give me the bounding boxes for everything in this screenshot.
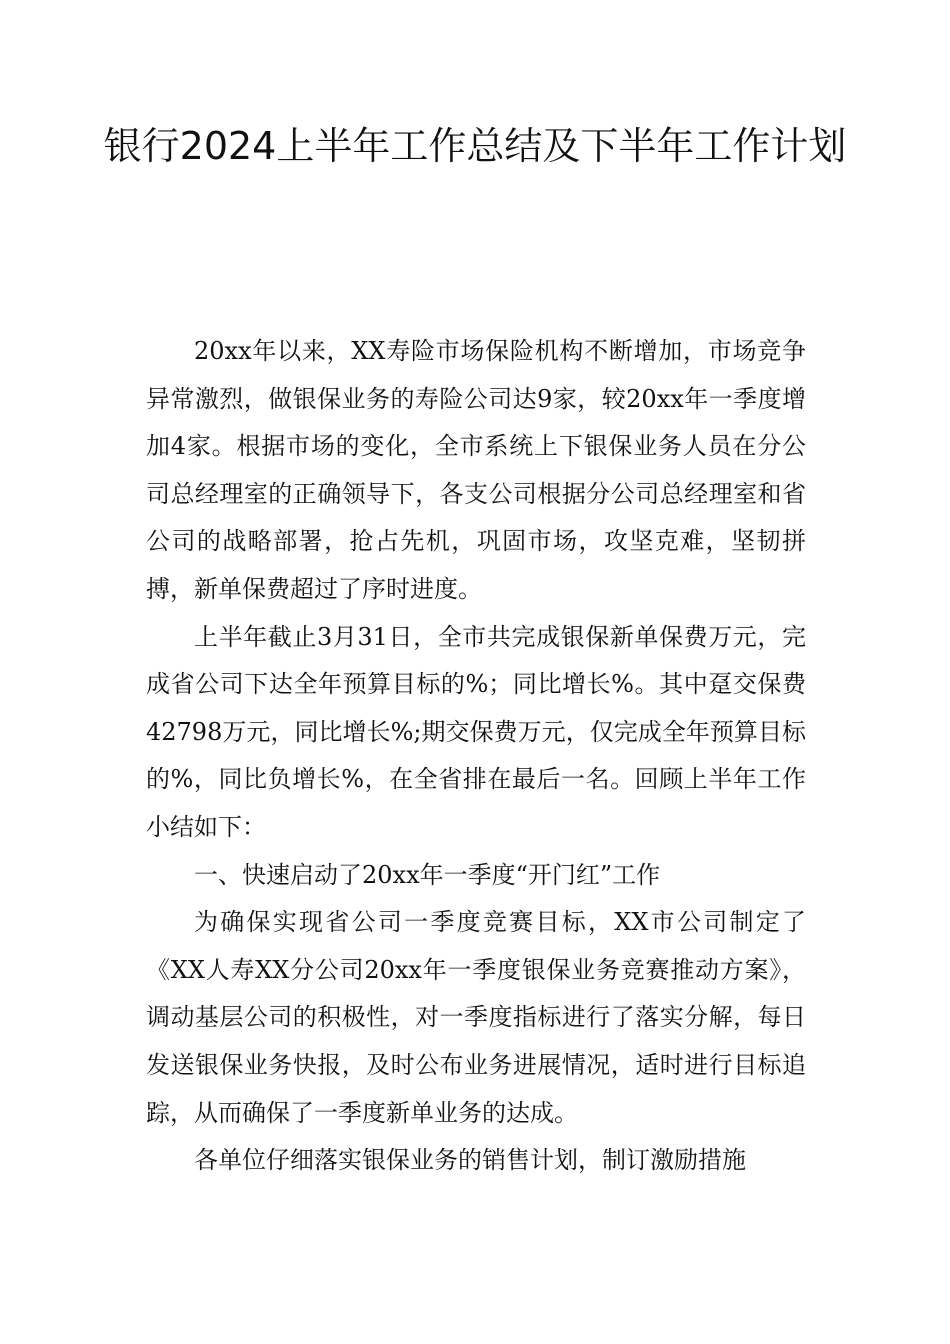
section-heading-1: 一、快速启动了20xx年一季度“开门红”工作 [194, 860, 661, 889]
document-body [146, 328, 806, 1185]
paragraph-4: 各单位仔细落实银保业务的销售计划，制订激励措施 [194, 1146, 746, 1175]
paragraph-3: 为确保实现省公司一季度竞赛目标，XX市公司制定了《XX人寿XX分公司20xx年一季度银保业务竞赛推动方案》，调动基层公司的积极性，对一季度指标进行了落实分解，每日发送银保业务快报，及时公布业务进展情况，适时进行目标追踪，从而确保了一季度新单业务的达成。 [146, 908, 806, 1127]
paragraph-2: 上半年截止3月31日，全市共完成银保新单保费万元，完成省公司下达全年预算目标的%；同比增长%。其中趸交保费42798万元，同比增长%;期交保费万元，仅完成全年预算目标的%，同比负增长%，在全省排在最后一名。回顾上半年工作小结如下： [146, 622, 806, 841]
paragraph-1: 20xx年以来，XX寿险市场保险机构不断增加，市场竞争异常激烈，做银保业务的寿险公司达9家，较20xx年一季度增加4家。根据市场的变化，全市系统上下银保业务人员在分公司总经理室的正确领导下，各支公司根据分公司总经理室和省公司的战略部署，抢占先机，巩固市场，攻坚克难，坚韧拼搏，新单保费超过了序时进度。 [146, 337, 806, 603]
document-title: 银行2024上半年工作总结及下半年工作计划 [103, 124, 847, 168]
